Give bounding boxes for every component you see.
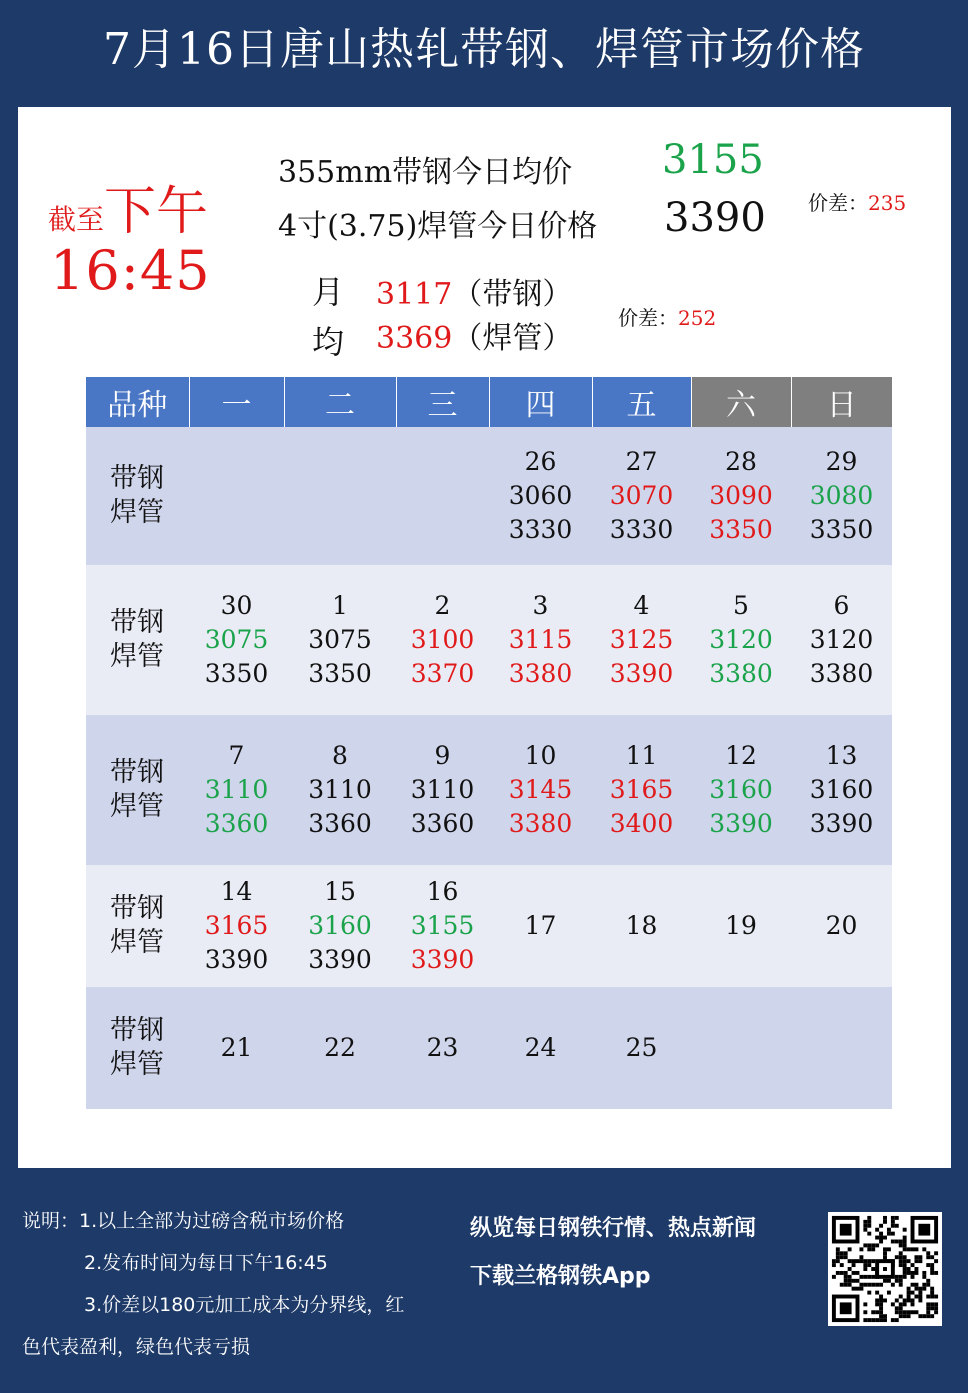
day-cell xyxy=(284,565,396,715)
strip-price: 3075 xyxy=(308,625,372,654)
label-strip: 带钢 xyxy=(110,893,164,924)
note-line-4: 色代表盈利，绿色代表亏损 xyxy=(22,1336,251,1358)
day-cell xyxy=(592,987,691,1109)
strip-price: 3075 xyxy=(204,625,269,654)
strip-price: 3165 xyxy=(204,911,269,940)
label-pipe: 焊管 xyxy=(110,641,164,672)
strip-price: 3160 xyxy=(709,775,773,804)
strip-today-label: 355mm带钢今日均价 xyxy=(278,155,573,190)
price-calendar xyxy=(86,377,892,1109)
monthly-char-1: 月 xyxy=(312,273,345,311)
header-mon: 一 xyxy=(189,377,284,427)
pipe-price: 3380 xyxy=(809,659,874,688)
strip-price: 3155 xyxy=(410,911,475,940)
day-cell xyxy=(691,565,791,715)
header-variety: 品种 xyxy=(86,377,189,427)
week-row xyxy=(86,427,892,565)
day-cell xyxy=(189,715,284,865)
monthly-strip xyxy=(376,269,572,313)
price-panel xyxy=(18,107,951,1168)
day-cell xyxy=(489,987,592,1109)
day-number: 7 xyxy=(228,741,245,770)
day-cell xyxy=(791,565,892,715)
pipe-price: 3360 xyxy=(410,809,475,838)
strip-price: 3160 xyxy=(809,775,874,804)
label-strip: 带钢 xyxy=(110,607,164,638)
day-cell xyxy=(791,715,892,865)
day-number: 4 xyxy=(633,591,650,620)
pipe-price: 3390 xyxy=(609,659,674,688)
strip-price: 3110 xyxy=(410,775,475,804)
monthly-spread-label: 价差： xyxy=(618,306,678,330)
day-cell xyxy=(489,427,592,565)
strip-price: 3070 xyxy=(609,481,674,510)
pipe-today-label: 4寸(3.75)焊管今日价格 xyxy=(278,209,598,244)
label-pipe: 焊管 xyxy=(110,1049,164,1080)
strip-price: 3115 xyxy=(508,625,573,654)
pipe-price: 3350 xyxy=(709,515,773,544)
day-number: 2 xyxy=(434,591,451,620)
day-cell xyxy=(489,865,592,987)
day-number: 26 xyxy=(524,447,557,476)
notes xyxy=(22,1200,404,1368)
day-cell xyxy=(396,427,489,565)
day-cell xyxy=(189,987,284,1109)
monthly-spread-value: 252 xyxy=(678,306,717,330)
pipe-price: 3400 xyxy=(609,809,674,838)
day-number: 11 xyxy=(625,741,658,770)
day-cell xyxy=(284,987,396,1109)
day-number: 24 xyxy=(524,1033,557,1062)
day-cell xyxy=(489,715,592,865)
day-cell xyxy=(396,565,489,715)
row-variety-label xyxy=(86,715,189,865)
cutoff-label xyxy=(48,169,208,244)
label-pipe: 焊管 xyxy=(110,791,164,822)
monthly-char-2: 均 xyxy=(312,323,345,361)
label-strip: 带钢 xyxy=(110,757,164,788)
label-strip: 带钢 xyxy=(110,1015,164,1046)
pipe-today-price: 3390 xyxy=(664,195,766,241)
pipe-price: 3390 xyxy=(204,945,269,974)
pipe-price: 3360 xyxy=(308,809,372,838)
row-variety-label xyxy=(86,865,189,987)
day-cell xyxy=(284,427,396,565)
header-tue: 二 xyxy=(284,377,396,427)
day-number: 17 xyxy=(524,911,557,940)
day-number: 25 xyxy=(625,1033,658,1062)
strip-price: 3100 xyxy=(410,625,475,654)
day-cell xyxy=(691,865,791,987)
day-cell xyxy=(691,427,791,565)
week-row xyxy=(86,987,892,1109)
day-number: 6 xyxy=(833,591,850,620)
label-pipe: 焊管 xyxy=(110,497,164,528)
label-strip: 带钢 xyxy=(110,463,164,494)
strip-price: 3060 xyxy=(508,481,573,510)
strip-price: 3165 xyxy=(609,775,674,804)
monthly-pipe xyxy=(376,313,572,357)
day-cell xyxy=(489,565,592,715)
day-number: 30 xyxy=(220,591,253,620)
pipe-price: 3390 xyxy=(709,809,773,838)
day-number: 23 xyxy=(426,1033,459,1062)
day-cell xyxy=(189,565,284,715)
pipe-price: 3360 xyxy=(204,809,269,838)
header-thu: 四 xyxy=(489,377,592,427)
day-cell xyxy=(284,715,396,865)
pipe-price: 3390 xyxy=(308,945,372,974)
day-number: 22 xyxy=(324,1033,356,1062)
note-line-1: 说明：1.以上全部为过磅含税市场价格 xyxy=(22,1210,345,1232)
today-spread-label: 价差： xyxy=(808,191,868,215)
strip-price: 3125 xyxy=(609,625,674,654)
cutoff-time: 16:45 xyxy=(50,239,211,302)
monthly-strip-tag: （带钢） xyxy=(452,277,573,312)
monthly-spread xyxy=(618,302,716,331)
strip-price: 3080 xyxy=(809,481,874,510)
promo-line-1: 纵览每日钢铁行情、热点新闻 xyxy=(470,1216,757,1241)
day-cell xyxy=(592,865,691,987)
cutoff-prefix: 截至 xyxy=(48,203,105,236)
strip-today-price: 3155 xyxy=(662,137,764,183)
pipe-price: 3380 xyxy=(508,809,573,838)
strip-price: 3110 xyxy=(308,775,372,804)
day-number: 15 xyxy=(324,877,356,906)
day-number: 29 xyxy=(825,447,858,476)
monthly-strip-value: 3117 xyxy=(376,277,453,312)
page-title: 7月16日唐山热轧带钢、焊管市场价格 xyxy=(103,24,865,75)
monthly-pipe-value: 3369 xyxy=(376,321,453,356)
day-cell xyxy=(592,427,691,565)
day-number: 8 xyxy=(332,741,348,770)
day-cell xyxy=(592,715,691,865)
monthly-pipe-tag: （焊管） xyxy=(452,321,573,356)
day-number: 20 xyxy=(825,911,858,940)
row-variety-label xyxy=(86,427,189,565)
day-number: 10 xyxy=(524,741,557,770)
note-line-3: 3.价差以180元加工成本为分界线，红 xyxy=(84,1294,405,1316)
pipe-price: 3350 xyxy=(308,659,372,688)
pipe-price: 3370 xyxy=(410,659,475,688)
pipe-price: 3350 xyxy=(809,515,874,544)
promo-line-2: 下载兰格钢铁App xyxy=(470,1264,651,1289)
day-number: 9 xyxy=(434,741,451,770)
app-promo xyxy=(470,1205,756,1301)
pipe-price: 3330 xyxy=(508,515,573,544)
strip-price: 3145 xyxy=(508,775,573,804)
day-cell xyxy=(592,565,691,715)
qr-code-icon[interactable] xyxy=(828,1212,942,1326)
day-number: 12 xyxy=(725,741,757,770)
day-cell xyxy=(691,715,791,865)
day-cell xyxy=(791,427,892,565)
header-sat: 六 xyxy=(691,377,791,427)
pipe-price: 3390 xyxy=(809,809,874,838)
label-pipe: 焊管 xyxy=(110,927,164,958)
pipe-price: 3330 xyxy=(609,515,674,544)
day-number: 19 xyxy=(725,911,757,940)
day-number: 3 xyxy=(532,591,549,620)
day-number: 1 xyxy=(332,591,348,620)
day-cell xyxy=(396,715,489,865)
week-row xyxy=(86,565,892,715)
row-variety-label xyxy=(86,565,189,715)
day-cell xyxy=(189,427,284,565)
day-number: 14 xyxy=(220,877,253,906)
day-number: 28 xyxy=(725,447,757,476)
today-spread-value: 235 xyxy=(868,191,907,215)
pipe-price: 3390 xyxy=(410,945,475,974)
day-cell xyxy=(396,865,489,987)
calendar-header-row xyxy=(86,377,892,427)
day-cell xyxy=(284,865,396,987)
strip-price: 3160 xyxy=(308,911,372,940)
day-number: 18 xyxy=(625,911,658,940)
week-row xyxy=(86,865,892,987)
strip-price: 3120 xyxy=(709,625,773,654)
cutoff-period: 下午 xyxy=(104,182,209,242)
day-cell xyxy=(691,987,791,1109)
day-number: 21 xyxy=(220,1033,253,1062)
header-wed: 三 xyxy=(396,377,489,427)
day-cell xyxy=(189,865,284,987)
pipe-price: 3380 xyxy=(508,659,573,688)
day-cell xyxy=(396,987,489,1109)
pipe-price: 3380 xyxy=(709,659,773,688)
today-spread xyxy=(808,187,906,216)
strip-price: 3090 xyxy=(709,481,773,510)
strip-price: 3110 xyxy=(204,775,269,804)
strip-price: 3120 xyxy=(809,625,874,654)
day-number: 16 xyxy=(426,877,459,906)
note-line-2: 2.发布时间为每日下午16:45 xyxy=(84,1252,328,1274)
day-number: 5 xyxy=(733,591,749,620)
row-variety-label xyxy=(86,987,189,1109)
header-sun: 日 xyxy=(791,377,892,427)
pipe-price: 3350 xyxy=(204,659,269,688)
week-row xyxy=(86,715,892,865)
day-cell xyxy=(791,987,892,1109)
day-number: 27 xyxy=(625,447,658,476)
header-fri: 五 xyxy=(592,377,691,427)
day-cell xyxy=(791,865,892,987)
day-number: 13 xyxy=(825,741,858,770)
